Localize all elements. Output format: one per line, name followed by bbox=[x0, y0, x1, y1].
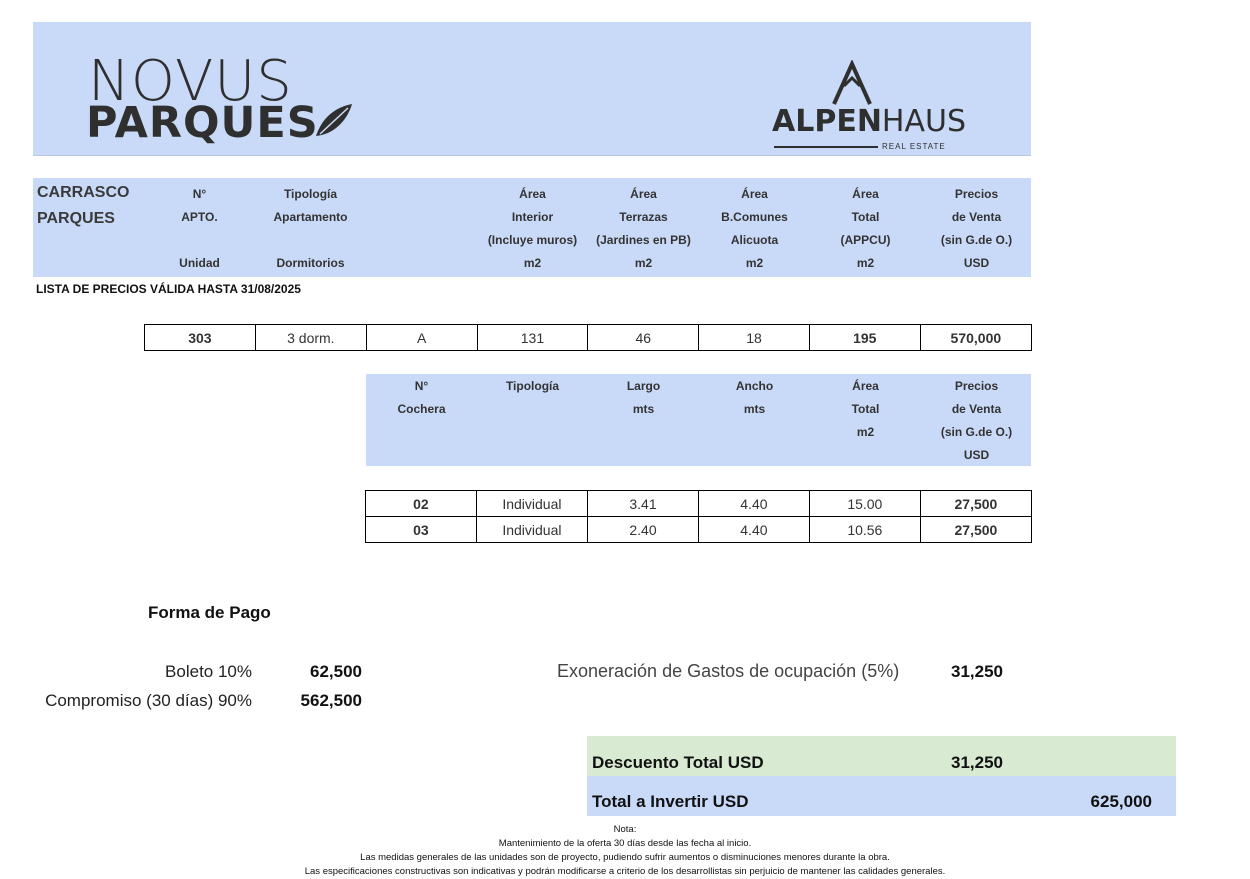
header-column bbox=[810, 375, 921, 467]
table-row bbox=[145, 325, 1032, 351]
header-column bbox=[810, 183, 921, 275]
header-line bbox=[366, 421, 477, 444]
table-cell: 27,500 bbox=[920, 517, 1031, 543]
header-line: Cochera bbox=[397, 402, 446, 416]
header-column bbox=[921, 375, 1032, 467]
header-line: Apartamento bbox=[273, 210, 348, 224]
leaf-icon bbox=[314, 102, 354, 140]
header-line: mts bbox=[632, 402, 655, 416]
header-line: (sin G.de O.) bbox=[940, 425, 1013, 439]
header-line: Área bbox=[630, 187, 657, 201]
table-cell: Individual bbox=[476, 491, 587, 517]
table-cell: 303 bbox=[145, 325, 256, 351]
header-column bbox=[588, 183, 699, 275]
header-line: Área bbox=[741, 187, 768, 201]
header-line: (sin G.de O.) bbox=[940, 233, 1013, 247]
header-line: (Jardines en PB) bbox=[596, 233, 691, 247]
table-cell: 27,500 bbox=[920, 491, 1031, 517]
invest-total-label: Total a Invertir USD bbox=[592, 792, 749, 811]
header-column bbox=[366, 183, 477, 275]
header-line bbox=[366, 252, 477, 275]
novus-logo-top: NOVUS bbox=[88, 49, 293, 114]
table-row bbox=[366, 517, 1032, 543]
table-cell: 3.41 bbox=[588, 491, 699, 517]
header-line: Total bbox=[851, 210, 880, 224]
header-line bbox=[810, 444, 921, 467]
header-line: Área bbox=[852, 187, 879, 201]
header-line: (Incluye muros) bbox=[487, 233, 578, 247]
header-line: m2 bbox=[634, 256, 653, 270]
header-line bbox=[366, 229, 477, 252]
invest-total-value: 625,000 bbox=[1090, 792, 1152, 811]
table-cell: 4.40 bbox=[698, 517, 809, 543]
header-line: Precios bbox=[954, 187, 999, 201]
header-line bbox=[477, 421, 588, 444]
header-line: Dormitorios bbox=[276, 256, 345, 270]
note-line: Las medidas generales de las unidades son de proyecto, pudiendo sufrir aumentos o disminuciones menores durante la obra. bbox=[360, 852, 890, 863]
alpenhaus-subtitle: REAL ESTATE bbox=[882, 142, 946, 151]
header-line: Alicuota bbox=[730, 233, 779, 247]
table-cell: 3 dorm. bbox=[255, 325, 366, 351]
header-line bbox=[699, 444, 810, 467]
header-line: Tipología bbox=[283, 187, 338, 201]
table-cell: Individual bbox=[476, 517, 587, 543]
header-line: m2 bbox=[856, 425, 875, 439]
note-line: Las especificaciones constructivas son indicativas y podrán modificarse a criterio de los desarrollistas sin perjuicio de mantener las calidades generales. bbox=[304, 866, 946, 877]
table-cell: 46 bbox=[588, 325, 699, 351]
header-line: Área bbox=[852, 379, 879, 393]
header-line bbox=[255, 229, 366, 252]
header-line bbox=[366, 183, 477, 206]
table-cell: 195 bbox=[809, 325, 920, 351]
header-line: B.Comunes bbox=[721, 210, 788, 224]
mountain-logo-icon bbox=[832, 60, 872, 106]
header-column bbox=[921, 183, 1032, 275]
header-line: Tipología bbox=[505, 379, 560, 393]
header-column bbox=[366, 375, 477, 467]
header-line bbox=[477, 444, 588, 467]
compromiso-value: 562,500 bbox=[300, 691, 362, 710]
table-cell: 10.56 bbox=[809, 517, 920, 543]
novus-logo-bottom: PARQUES bbox=[86, 98, 319, 148]
header-line: USD bbox=[963, 448, 990, 462]
table-cell: 131 bbox=[477, 325, 588, 351]
exoneracion-value: 31,250 bbox=[951, 662, 1003, 681]
header-column bbox=[255, 183, 366, 275]
header-column bbox=[144, 183, 255, 275]
note-line: Mantenimiento de la oferta 30 días desde las fecha al inicio. bbox=[498, 838, 752, 849]
project-name: CARRASCO PARQUES bbox=[37, 184, 130, 227]
table-cell: 15.00 bbox=[809, 491, 920, 517]
header-column bbox=[699, 183, 810, 275]
header-column bbox=[588, 375, 699, 467]
header-line: de Venta bbox=[951, 402, 1002, 416]
header-line: Interior bbox=[511, 210, 554, 224]
alpenhaus-logo: ALPENHAUS bbox=[772, 104, 967, 139]
compromiso-label: Compromiso (30 días) 90% bbox=[45, 691, 252, 710]
header-line bbox=[477, 398, 588, 421]
table-cell: A bbox=[366, 325, 477, 351]
header-column bbox=[477, 375, 588, 467]
header-line: Precios bbox=[954, 379, 999, 393]
exoneracion-label: Exoneración de Gastos de ocupación (5%) bbox=[557, 661, 900, 681]
unit-table bbox=[144, 324, 1032, 351]
header-line: N° bbox=[414, 379, 429, 393]
header-line: mts bbox=[743, 402, 766, 416]
header-line: Terrazas bbox=[619, 210, 668, 224]
table-cell: 18 bbox=[699, 325, 810, 351]
table-cell: 4.40 bbox=[698, 491, 809, 517]
header-line: N° bbox=[192, 187, 207, 201]
boleto-value: 62,500 bbox=[310, 662, 362, 681]
header-line: m2 bbox=[745, 256, 764, 270]
header-line: Largo bbox=[626, 379, 661, 393]
table-cell: 02 bbox=[366, 491, 477, 517]
header-line: (APPCU) bbox=[840, 233, 891, 247]
header-line bbox=[699, 421, 810, 444]
header-line: m2 bbox=[523, 256, 542, 270]
parking-table bbox=[365, 490, 1032, 543]
header-line bbox=[588, 421, 699, 444]
table-cell: 03 bbox=[366, 517, 477, 543]
header-line: Unidad bbox=[179, 256, 220, 270]
header-line: m2 bbox=[856, 256, 875, 270]
valid-until-note: LISTA DE PRECIOS VÁLIDA HASTA 31/08/2025 bbox=[36, 282, 301, 296]
header-line: APTO. bbox=[181, 210, 218, 224]
header-line: Ancho bbox=[735, 379, 774, 393]
table-row bbox=[366, 491, 1032, 517]
header-line bbox=[144, 229, 255, 252]
header-line bbox=[588, 444, 699, 467]
header-line: Área bbox=[519, 187, 546, 201]
header-line: de Venta bbox=[951, 210, 1002, 224]
discount-total-label: Descuento Total USD bbox=[592, 753, 764, 772]
logo-underline bbox=[774, 146, 878, 148]
boleto-label: Boleto 10% bbox=[165, 662, 252, 681]
header-line bbox=[366, 444, 477, 467]
table-cell: 2.40 bbox=[588, 517, 699, 543]
discount-total-value: 31,250 bbox=[951, 753, 1003, 772]
footer-notes bbox=[0, 823, 1250, 879]
header-column bbox=[477, 183, 588, 275]
payment-title: Forma de Pago bbox=[148, 603, 271, 622]
table-cell: 570,000 bbox=[920, 325, 1031, 351]
note-title: Nota: bbox=[613, 824, 637, 835]
header-column bbox=[699, 375, 810, 467]
header-line: Total bbox=[851, 402, 880, 416]
header-line: USD bbox=[963, 256, 990, 270]
header-line bbox=[366, 206, 477, 229]
